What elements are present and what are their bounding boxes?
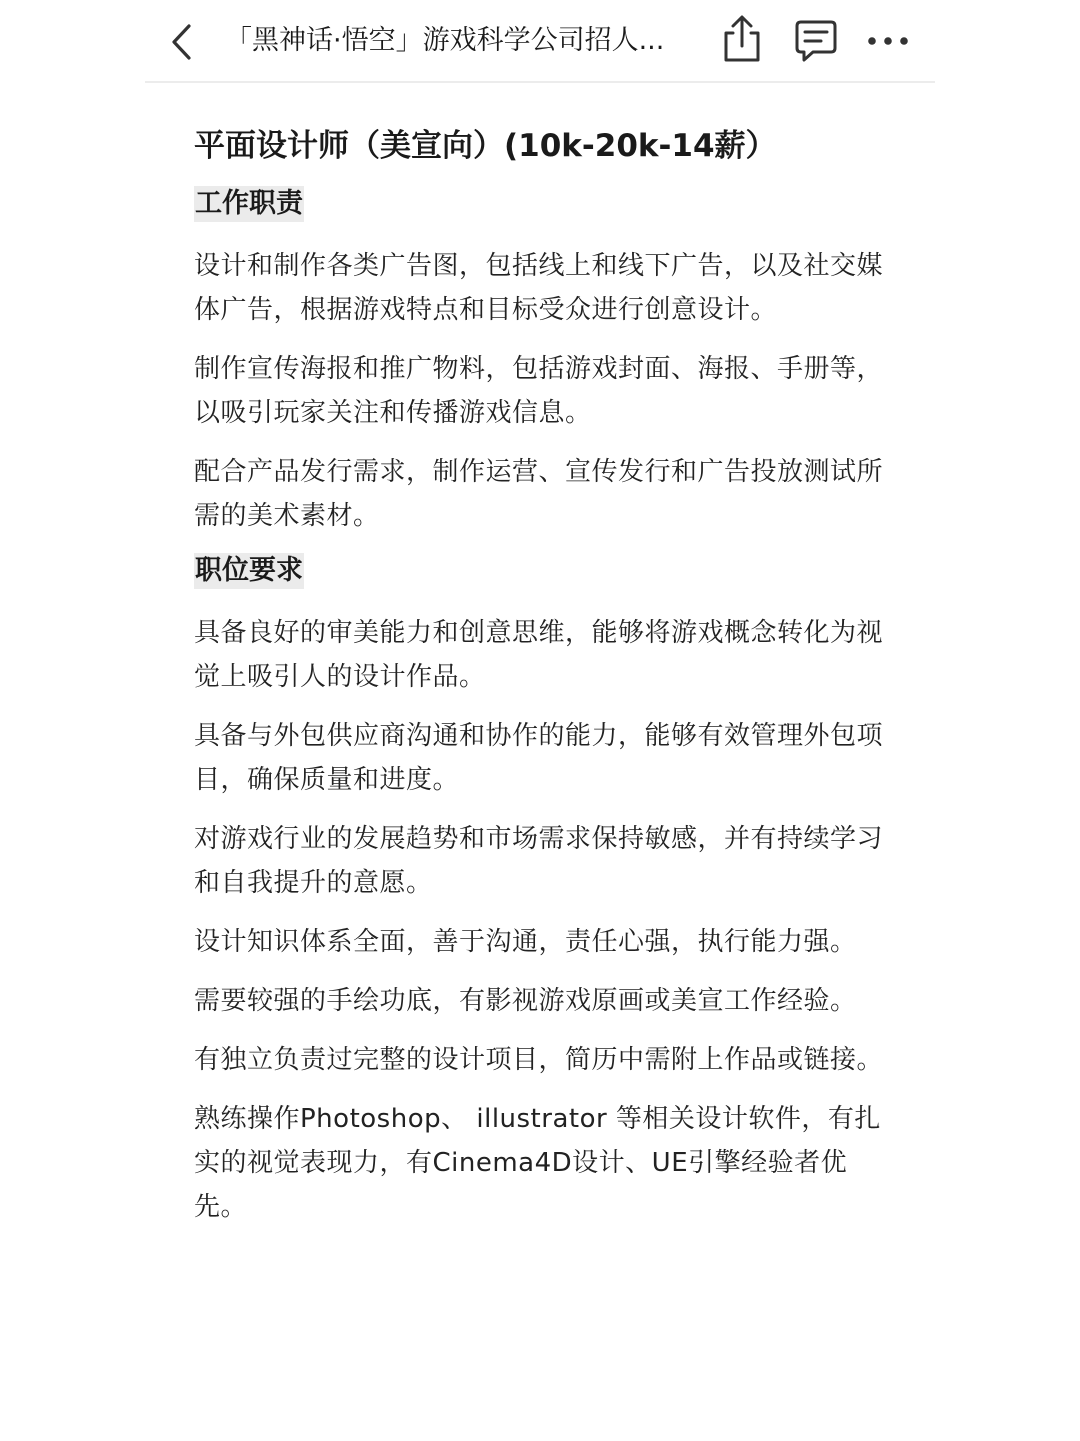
more-button[interactable] [865,28,911,54]
comment-icon [793,18,839,64]
chevron-left-icon [165,22,199,62]
share-icon [720,14,764,64]
more-icon [865,28,911,54]
section-heading: 职位要求 [194,553,304,589]
top-navigation-bar [145,0,935,83]
paragraph: 具备良好的审美能力和创意思维，能够将游戏概念转化为视觉上吸引人的设计作品。 [194,618,884,692]
paragraph: 配合产品发行需求，制作运营、宣传发行和广告投放测试所需的美术素材。 [194,457,884,531]
comment-button[interactable] [793,18,839,64]
article-title: 平面设计师（美宣向）(10k-20k-14薪） [194,128,777,164]
paragraph: 熟练操作Photoshop、 illustrator 等相关设计软件，有扎实的视觉表现力，有Cinema4D设计、UE引擎经验者优先。 [194,1104,881,1222]
section-requirements [194,553,884,1229]
paragraph: 具备与外包供应商沟通和协作的能力，能够有效管理外包项目，确保质量和进度。 [194,721,884,795]
paragraph: 有独立负责过完整的设计项目，简历中需附上作品或链接。 [194,1045,884,1075]
paragraph: 制作宣传海报和推广物料，包括游戏封面、海报、手册等，以吸引玩家关注和传播游戏信息。 [194,354,884,428]
share-button[interactable] [720,14,764,64]
section-responsibilities [194,186,884,538]
paragraph: 设计和制作各类广告图，包括线上和线下广告，以及社交媒体广告，根据游戏特点和目标受众进行创意设计。 [194,251,884,325]
nav-title: 「黑神话·悟空」游戏科学公司招人... [225,25,665,56]
paragraph: 对游戏行业的发展趋势和市场需求保持敏感，并有持续学习和自我提升的意愿。 [194,824,884,898]
paragraph: 需要较强的手绘功底，有影视游戏原画或美宣工作经验。 [194,986,857,1016]
back-button[interactable] [165,22,199,62]
section-heading: 工作职责 [194,186,304,222]
article-content [194,120,884,1244]
paragraph: 设计知识体系全面，善于沟通，责任心强，执行能力强。 [194,927,857,957]
